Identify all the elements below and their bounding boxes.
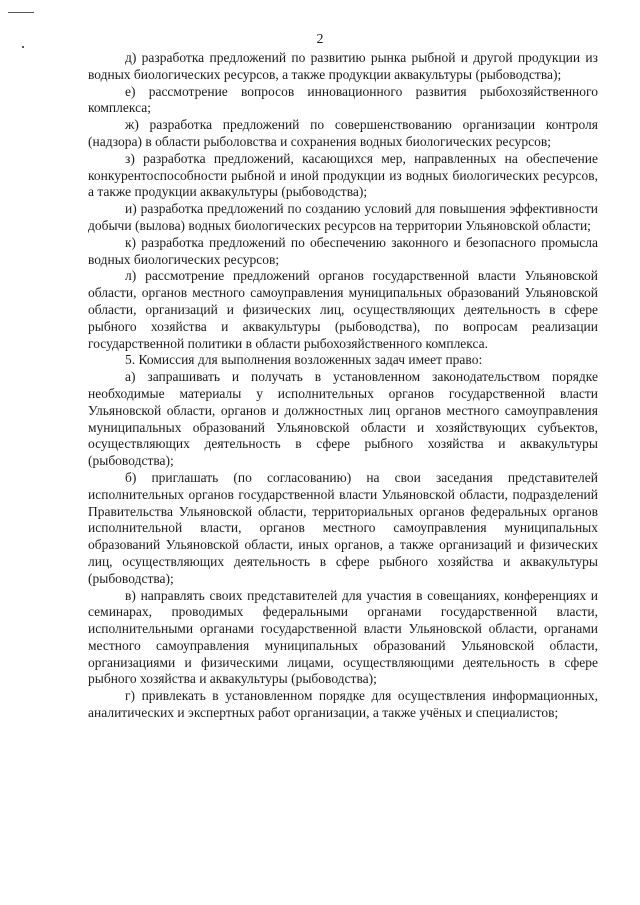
paragraph-v: в) направлять своих представителей для участия в совещаниях, конференциях и семинарах, проводимых федеральными органами государственной власти, исполнительными органами государственной власти Ульяновской области, органами местного самоуправления муниципальных образований Ульяновской области, организациями и физическими лицами, осуществляющими деятельность в сфере рыбного хозяйства и аквакультуры (рыбоводства); <box>88 587 598 687</box>
scan-artifact-mark <box>8 12 34 13</box>
page-number: 2 <box>316 32 324 47</box>
paragraph-d: д) разработка предложений по развитию рынка рыбной и другой продукции из водных биологических ресурсов, а также продукции аквакультуры (рыбоводства); <box>88 50 598 82</box>
paragraph-g: г) привлекать в установленном порядке для осуществления информационных, аналитических и экспертных работ организации, а также учёных и специалистов; <box>88 688 598 721</box>
paragraph-e: е) рассмотрение вопросов инновационного развития рыбохозяйственного комплекса; <box>88 83 598 116</box>
document-body <box>88 50 598 722</box>
paragraph-i: и) разработка предложений по созданию условий для повышения эффективности добычи (вылова) водных биологических ресурсов на территории Ульяновской области; <box>88 201 598 233</box>
paragraph-l: л) рассмотрение предложений органов государственной власти Ульяновской области, органов местного самоуправления муниципальных образований Ульяновской области, организаций и физических лиц, осуществляющих деятельность в сфере рыбного хозяйства и аквакультуры (рыбоводства), по вопросам реализации государственной политики в области рыбохозяйственного комплекса. <box>88 268 598 351</box>
section-5-heading: 5. Комиссия для выполнения возложенных задач имеет право: <box>125 352 483 368</box>
paragraph-zh: ж) разработка предложений по совершенствованию организации контроля (надзора) в области рыболовства и сохранения водных биологических ресурсов; <box>88 117 598 149</box>
paragraph-k: к) разработка предложений по обеспечению законного и безопасного промысла водных биологических ресурсов; <box>88 234 598 267</box>
paragraph-z: з) разработка предложений, касающихся мер, направленных на обеспечение конкурентоспособности рыбной и иной продукции из водных биологических ресурсов, а также продукции аквакультуры (рыбоводства); <box>88 150 598 200</box>
paragraph-b: б) приглашать (по согласованию) на свои заседания представителей исполнительных органов государственной власти Ульяновской области, подразделений Правительства Ульяновской области, территориальных органов федеральных органов исполнительной власти, органов местного самоуправления муниципальных образований Ульяновской области, иных органов, а также организаций и физических лиц, осуществляющих деятельность в сфере рыбного хозяйства и аквакультуры (рыбоводства); <box>88 469 598 586</box>
paragraph-a: а) запрашивать и получать в установленном законодательством порядке необходимые материалы у исполнительных органов государственной власти Ульяновской области, органов и должностных лиц органов местного самоуправления муниципальных образований Ульяновской области и хозяйствующих субъектов, осуществляющих деятельность в сфере рыбного хозяйства и аквакультуры (рыбоводства); <box>88 369 598 469</box>
